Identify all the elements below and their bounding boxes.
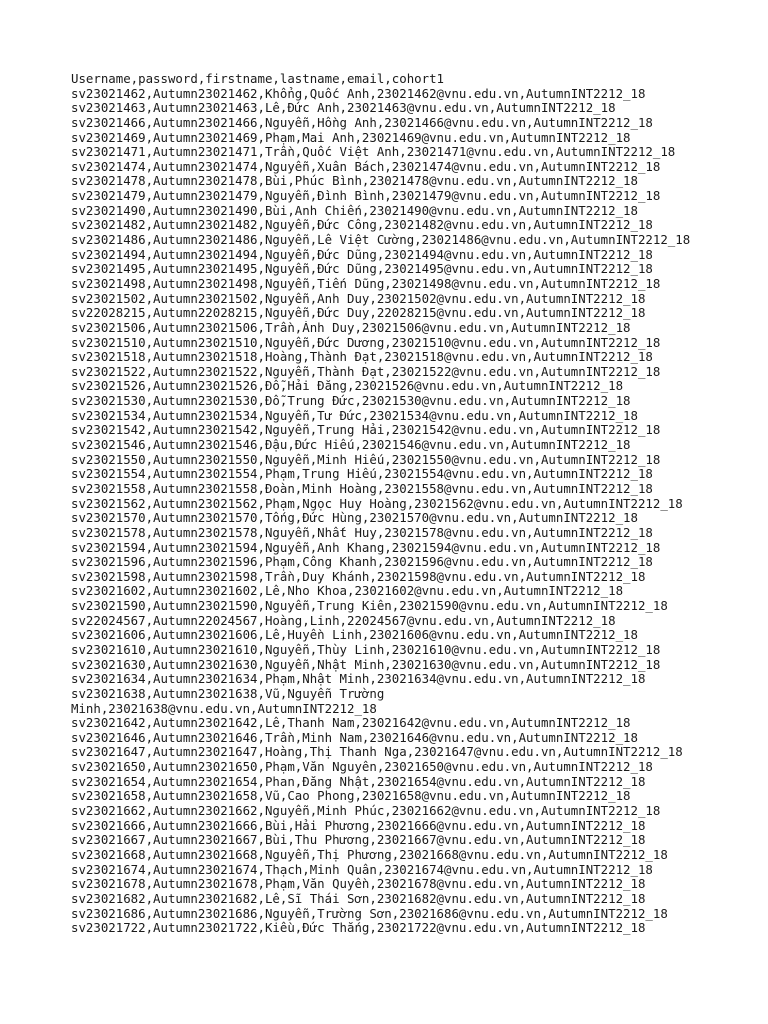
csv-line: sv23021606,Autumn23021606,Lê,Huyền Linh,23021606@vnu.edu.vn,AutumnINT2212_18 bbox=[71, 628, 638, 643]
csv-line: sv23021526,Autumn23021526,Đỗ,Hải Đăng,23021526@vnu.edu.vn,AutumnINT2212_18 bbox=[71, 379, 624, 394]
csv-line: sv23021642,Autumn23021642,Lê,Thanh Nam,23021642@vnu.edu.vn,AutumnINT2212_18 bbox=[71, 716, 631, 731]
csv-line: sv23021668,Autumn23021668,Nguyễn,Thị Phương,23021668@vnu.edu.vn,AutumnINT2212_18 bbox=[71, 847, 668, 862]
csv-line: sv23021502,Autumn23021502,Nguyễn,Anh Duy,23021502@vnu.edu.vn,AutumnINT2212_18 bbox=[71, 291, 646, 306]
csv-line: sv22024567,Autumn22024567,Hoàng,Linh,22024567@vnu.edu.vn,AutumnINT2212_18 bbox=[71, 613, 616, 628]
csv-line: sv23021674,Autumn23021674,Thạch,Minh Quân,23021674@vnu.edu.vn,AutumnINT2212_18 bbox=[71, 862, 653, 877]
csv-line: sv23021482,Autumn23021482,Nguyễn,Đức Công,23021482@vnu.edu.vn,AutumnINT2212_18 bbox=[71, 218, 653, 233]
csv-line: sv23021469,Autumn23021469,Phạm,Mai Anh,23021469@vnu.edu.vn,AutumnINT2212_18 bbox=[71, 130, 631, 145]
csv-line: sv23021562,Autumn23021562,Phạm,Ngọc Huy Hoàng,23021562@vnu.edu.vn,AutumnINT2212_18 bbox=[71, 496, 683, 511]
csv-line: sv23021534,Autumn23021534,Nguyễn,Tư Đức,23021534@vnu.edu.vn,AutumnINT2212_18 bbox=[71, 408, 638, 423]
csv-line: sv22028215,Autumn22028215,Nguyễn,Đức Duy,22028215@vnu.edu.vn,AutumnINT2212_18 bbox=[71, 306, 646, 321]
csv-line: sv23021686,Autumn23021686,Nguyễn,Trường Sơn,23021686@vnu.edu.vn,AutumnINT2212_18 bbox=[71, 906, 668, 921]
csv-line: sv23021471,Autumn23021471,Trần,Quốc Việt Anh,23021471@vnu.edu.vn,AutumnINT2212_18 bbox=[71, 145, 676, 160]
csv-header-line: Username,password,firstname,lastname,email,cohort1 bbox=[71, 72, 444, 86]
csv-line: sv23021518,Autumn23021518,Hoàng,Thành Đạt,23021518@vnu.edu.vn,AutumnINT2212_18 bbox=[71, 350, 653, 365]
csv-line: sv23021486,Autumn23021486,Nguyễn,Lê Việt Cường,23021486@vnu.edu.vn,AutumnINT2212_18 bbox=[71, 233, 691, 248]
csv-line: sv23021666,Autumn23021666,Bùi,Hải Phương,23021666@vnu.edu.vn,AutumnINT2212_18 bbox=[71, 818, 646, 833]
csv-line: sv23021550,Autumn23021550,Nguyễn,Minh Hiếu,23021550@vnu.edu.vn,AutumnINT2212_18 bbox=[71, 452, 661, 467]
csv-line: sv23021466,Autumn23021466,Nguyễn,Hồng Anh,23021466@vnu.edu.vn,AutumnINT2212_18 bbox=[71, 115, 653, 130]
csv-line: sv23021554,Autumn23021554,Phạm,Trung Hiếu,23021554@vnu.edu.vn,AutumnINT2212_18 bbox=[71, 467, 653, 482]
csv-line: sv23021498,Autumn23021498,Nguyễn,Tiến Dũng,23021498@vnu.edu.vn,AutumnINT2212_18 bbox=[71, 276, 661, 291]
csv-line: sv23021596,Autumn23021596,Phạm,Công Khanh,23021596@vnu.edu.vn,AutumnINT2212_18 bbox=[71, 555, 653, 570]
csv-line: sv23021506,Autumn23021506,Trần,Ánh Duy,23021506@vnu.edu.vn,AutumnINT2212_18 bbox=[71, 320, 631, 335]
csv-line: sv23021647,Autumn23021647,Hoàng,Thị Thanh Nga,23021647@vnu.edu.vn,AutumnINT2212_18 bbox=[71, 745, 683, 760]
csv-line: sv23021474,Autumn23021474,Nguyễn,Xuân Bách,23021474@vnu.edu.vn,AutumnINT2212_18 bbox=[71, 159, 661, 174]
csv-line: sv23021530,Autumn23021530,Đỗ,Trung Đức,23021530@vnu.edu.vn,AutumnINT2212_18 bbox=[71, 394, 631, 409]
csv-line: sv23021462,Autumn23021462,Khổng,Quốc Anh,23021462@vnu.edu.vn,AutumnINT2212_18 bbox=[71, 86, 646, 101]
csv-line: sv23021463,Autumn23021463,Lê,Đức Anh,23021463@vnu.edu.vn,AutumnINT2212_18 bbox=[71, 101, 616, 116]
csv-line: sv23021682,Autumn23021682,Lê,Sĩ Thái Sơn,23021682@vnu.edu.vn,AutumnINT2212_18 bbox=[71, 891, 646, 906]
csv-line: sv23021479,Autumn23021479,Nguyễn,Đình Bình,23021479@vnu.edu.vn,AutumnINT2212_18 bbox=[71, 189, 661, 204]
csv-line: sv23021495,Autumn23021495,Nguyễn,Đức Dũng,23021495@vnu.edu.vn,AutumnINT2212_18 bbox=[71, 262, 653, 277]
csv-line: sv23021598,Autumn23021598,Trần,Duy Khánh,23021598@vnu.edu.vn,AutumnINT2212_18 bbox=[71, 569, 646, 584]
csv-line: sv23021658,Autumn23021658,Vũ,Cao Phong,23021658@vnu.edu.vn,AutumnINT2212_18 bbox=[71, 789, 631, 804]
csv-line: sv23021546,Autumn23021546,Đậu,Đức Hiếu,23021546@vnu.edu.vn,AutumnINT2212_18 bbox=[71, 438, 631, 453]
csv-line: sv23021478,Autumn23021478,Bùi,Phúc Bình,23021478@vnu.edu.vn,AutumnINT2212_18 bbox=[71, 174, 638, 189]
csv-line: sv23021522,Autumn23021522,Nguyễn,Thành Đạt,23021522@vnu.edu.vn,AutumnINT2212_18 bbox=[71, 364, 661, 379]
csv-line: sv23021630,Autumn23021630,Nguyễn,Nhật Minh,23021630@vnu.edu.vn,AutumnINT2212_18 bbox=[71, 657, 661, 672]
csv-line: sv23021542,Autumn23021542,Nguyễn,Trung Hải,23021542@vnu.edu.vn,AutumnINT2212_18 bbox=[71, 423, 661, 438]
csv-line: sv23021570,Autumn23021570,Tống,Đức Hùng,23021570@vnu.edu.vn,AutumnINT2212_18 bbox=[71, 511, 638, 526]
csv-line: sv23021558,Autumn23021558,Đoàn,Minh Hoàng,23021558@vnu.edu.vn,AutumnINT2212_18 bbox=[71, 481, 653, 496]
csv-line: sv23021638,Autumn23021638,Vũ,Nguyễn Trường bbox=[71, 686, 385, 701]
csv-line: sv23021646,Autumn23021646,Trần,Minh Nam,23021646@vnu.edu.vn,AutumnINT2212_18 bbox=[71, 730, 638, 745]
csv-line: sv23021662,Autumn23021662,Nguyễn,Minh Phúc,23021662@vnu.edu.vn,AutumnINT2212_18 bbox=[71, 804, 661, 819]
csv-line: Minh,23021638@vnu.edu.vn,AutumnINT2212_18 bbox=[71, 701, 377, 716]
csv-line: sv23021594,Autumn23021594,Nguyễn,Anh Khang,23021594@vnu.edu.vn,AutumnINT2212_18 bbox=[71, 540, 661, 555]
csv-line: sv23021510,Autumn23021510,Nguyễn,Đức Dương,23021510@vnu.edu.vn,AutumnINT2212_18 bbox=[71, 335, 661, 350]
csv-line: sv23021578,Autumn23021578,Nguyễn,Nhất Huy,23021578@vnu.edu.vn,AutumnINT2212_18 bbox=[71, 525, 653, 540]
csv-line: sv23021610,Autumn23021610,Nguyễn,Thùy Linh,23021610@vnu.edu.vn,AutumnINT2212_18 bbox=[71, 642, 661, 657]
csv-line: sv23021667,Autumn23021667,Bùi,Thu Phương,23021667@vnu.edu.vn,AutumnINT2212_18 bbox=[71, 833, 646, 848]
csv-line: sv23021590,Autumn23021590,Nguyễn,Trung Kiên,23021590@vnu.edu.vn,AutumnINT2212_18 bbox=[71, 599, 668, 614]
csv-line: sv23021490,Autumn23021490,Bùi,Anh Chiến,23021490@vnu.edu.vn,AutumnINT2212_18 bbox=[71, 203, 638, 218]
csv-line: sv23021678,Autumn23021678,Phạm,Văn Quyền,23021678@vnu.edu.vn,AutumnINT2212_18 bbox=[71, 877, 646, 892]
csv-text-block bbox=[71, 72, 751, 936]
csv-line: sv23021634,Autumn23021634,Phạm,Nhật Minh,23021634@vnu.edu.vn,AutumnINT2212_18 bbox=[71, 672, 646, 687]
csv-line: sv23021654,Autumn23021654,Phan,Đăng Nhật,23021654@vnu.edu.vn,AutumnINT2212_18 bbox=[71, 774, 646, 789]
csv-line: sv23021722,Autumn23021722,Kiều,Đức Thắng,23021722@vnu.edu.vn,AutumnINT2212_18 bbox=[71, 921, 646, 936]
csv-line: sv23021650,Autumn23021650,Phạm,Văn Nguyên,23021650@vnu.edu.vn,AutumnINT2212_18 bbox=[71, 760, 653, 775]
csv-line: sv23021494,Autumn23021494,Nguyễn,Đức Dũng,23021494@vnu.edu.vn,AutumnINT2212_18 bbox=[71, 247, 653, 262]
csv-line: sv23021602,Autumn23021602,Lê,Nho Khoa,23021602@vnu.edu.vn,AutumnINT2212_18 bbox=[71, 584, 624, 599]
